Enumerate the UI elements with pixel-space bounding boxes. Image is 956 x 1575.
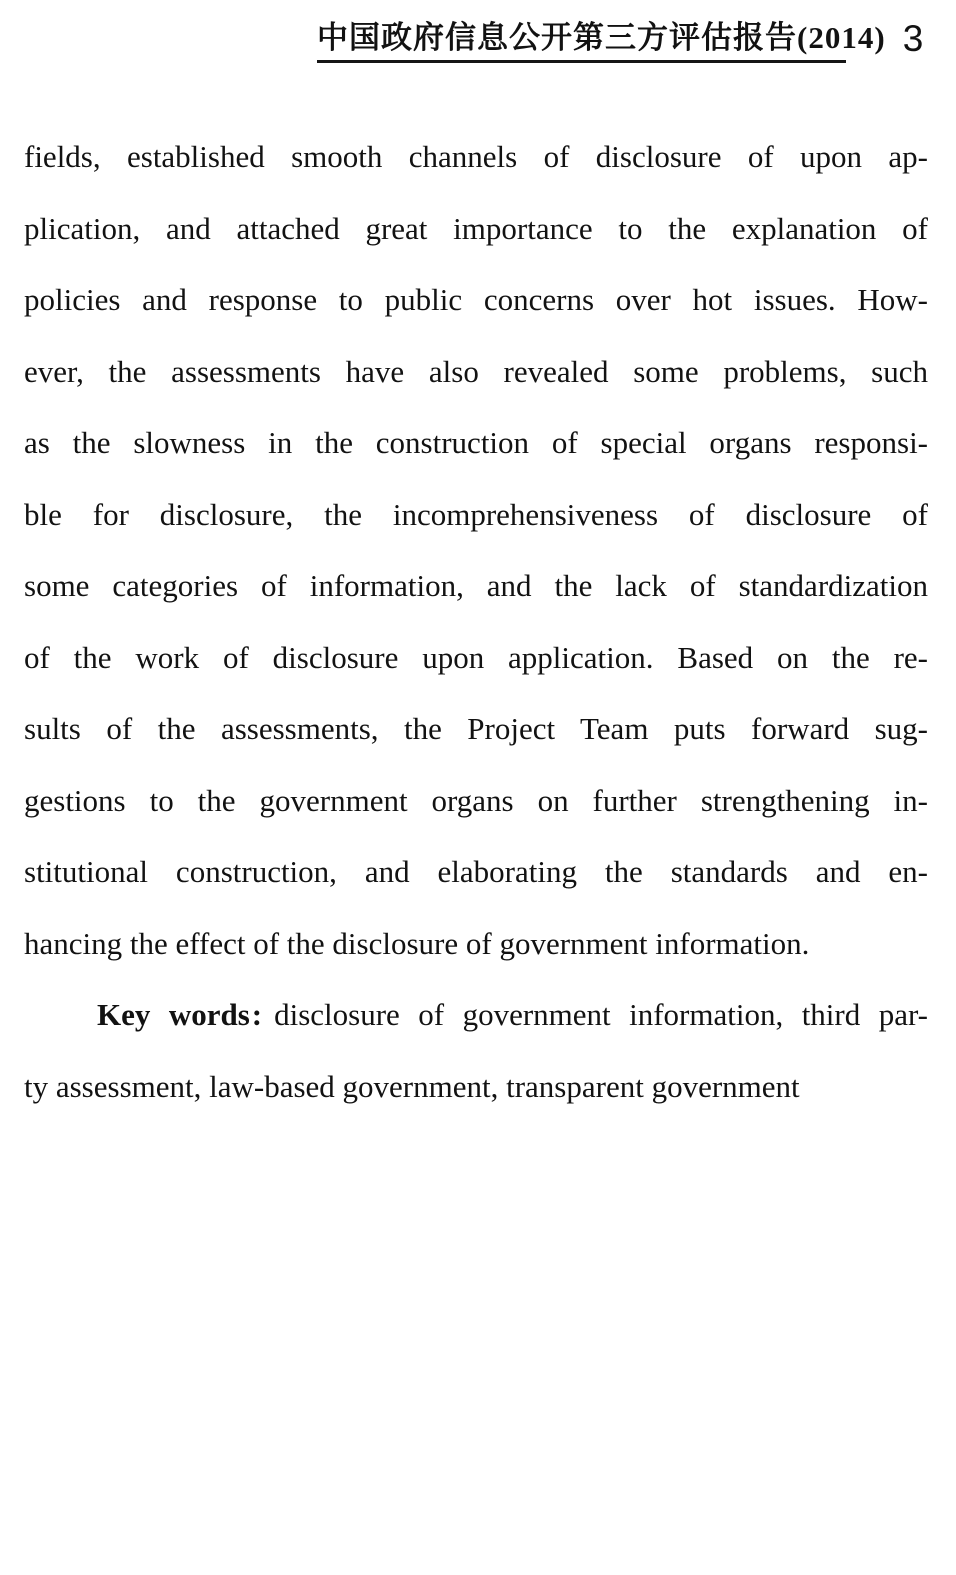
keywords-colon: : [251,997,263,1032]
body-line: ever, the assessments have also revealed some problems, such [24,353,928,389]
report-title: 中国政府信息公开第三方评估报告(2014) [317,20,886,55]
body-line: ble for disclosure, the incomprehensiveness of disclosure of [24,496,928,532]
body-line: as the slowness in the construction of special organs responsi- [24,425,928,460]
abstract-body [24,121,928,1122]
page-number: 3 [902,18,924,59]
body-line: gestions to the government organs on further strengthening in- [24,782,928,818]
keywords-text: disclosure of government information, third par- [274,997,928,1032]
keywords-label: Key words [97,997,250,1032]
body-line: stitutional construction, and elaborating the standards and en- [24,854,928,889]
body-line: policies and response to public concerns over hot issues. How- [24,282,928,317]
keywords-line-1 [24,979,928,1051]
body-line: some categories of information, and the lack of standardization [24,568,928,603]
body-line: sults of the assessments, the Project Team puts forward sug- [24,711,928,746]
keywords-line-2: ty assessment, law-based government, transparent government [24,1068,800,1104]
body-line-paragraph-end: hancing the effect of the disclosure of government information. [24,925,810,961]
body-line: of the work of disclosure upon application. Based on the re- [24,639,928,675]
body-line: plication, and attached great importance to the explanation of [24,210,928,246]
body-line: fields, established smooth channels of disclosure of upon ap- [24,139,928,174]
running-header [317,20,886,63]
